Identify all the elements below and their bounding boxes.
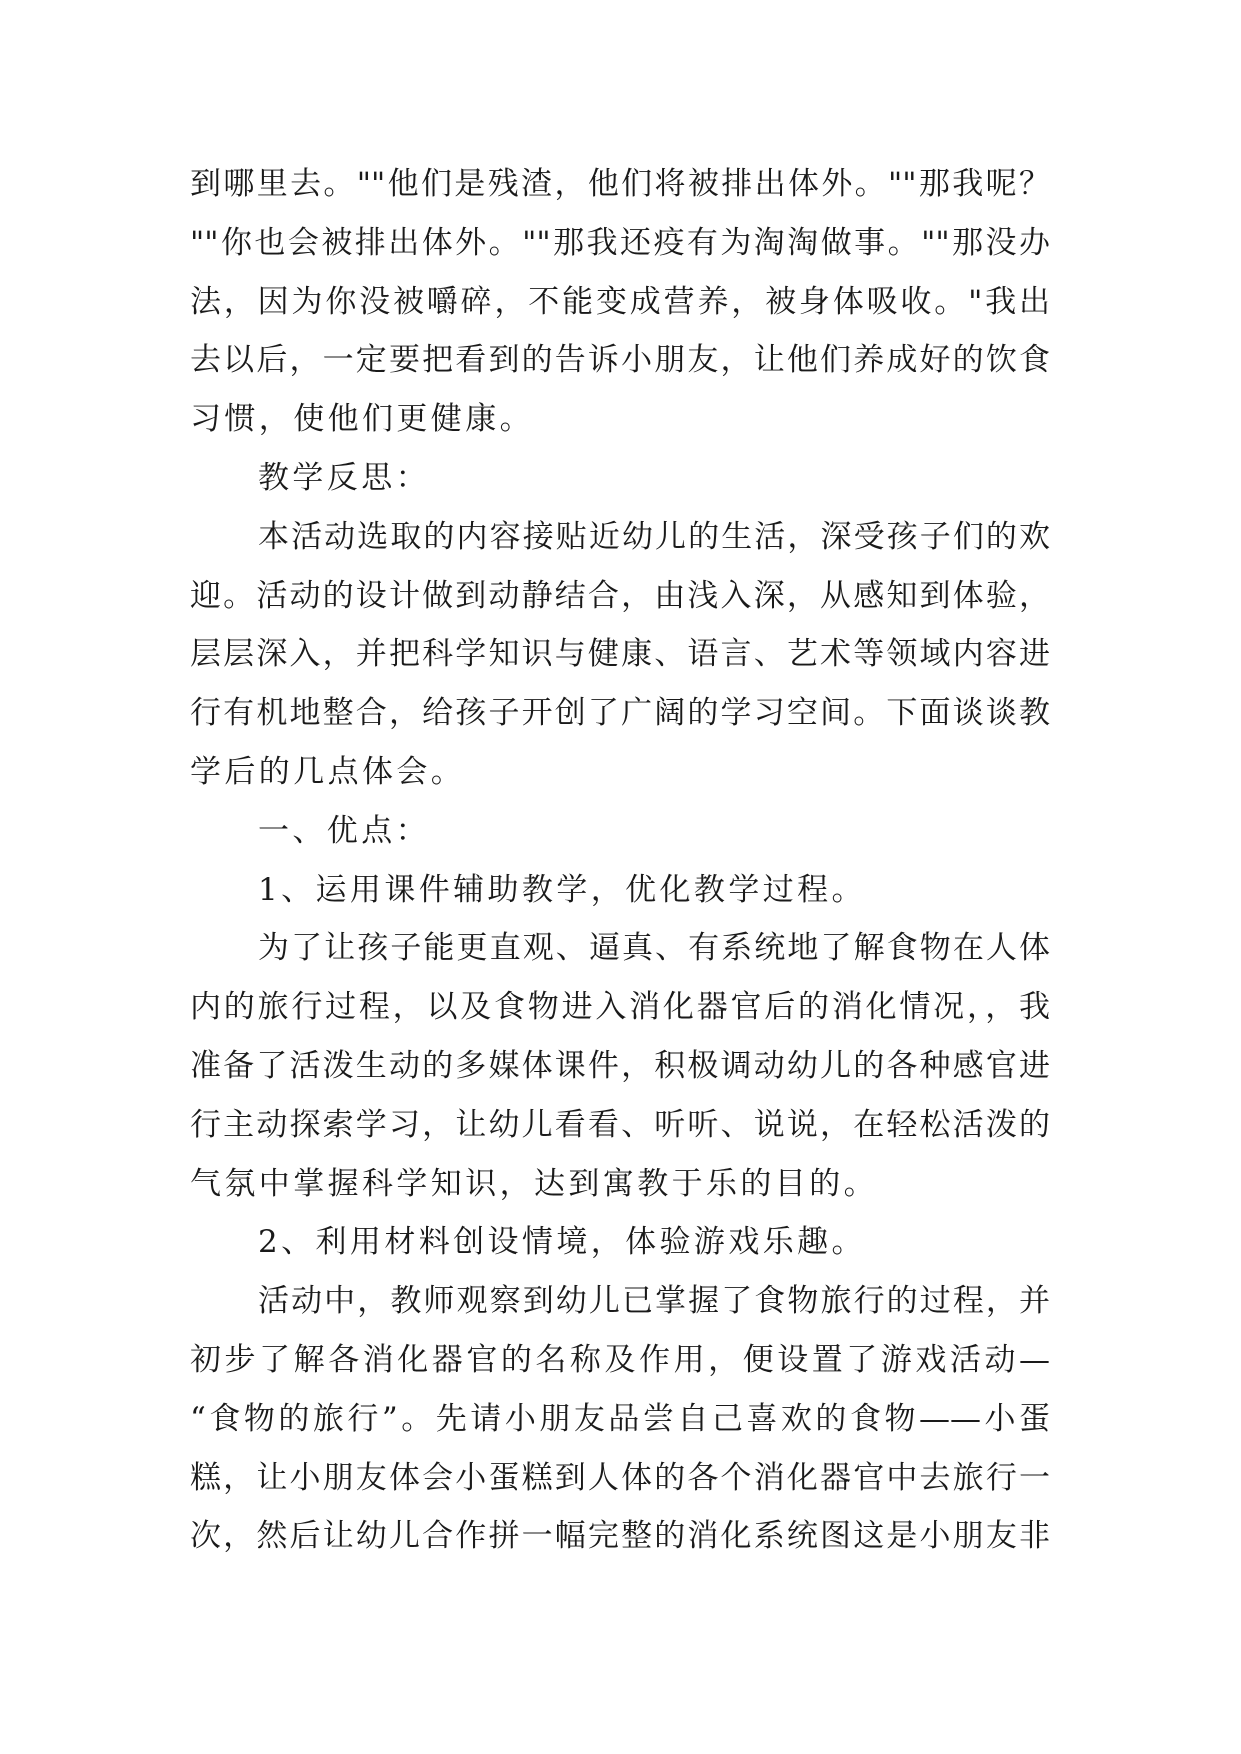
- text-line: 为了让孩子能更直观、逼真、有系统地了解食物在人体: [258, 930, 1050, 967]
- text-line: 次，然后让幼儿合作拼一幅完整的消化系统图这是小朋友非: [190, 1518, 1050, 1555]
- text-line: 糕，让小朋友体会小蛋糕到人体的各个消化器官中去旅行一: [190, 1459, 1050, 1496]
- text-line: 去以后，一定要把看到的告诉小朋友，让他们养成好的饮食: [190, 342, 1050, 379]
- section-heading: 一、优点：: [258, 812, 430, 849]
- text-line: 准备了活泼生动的多媒体课件，积极调动幼儿的各种感官进: [190, 1047, 1050, 1084]
- text-line: 内的旅行过程，以及食物进入消化器官后的消化情况，，我: [190, 989, 1050, 1026]
- text-line: 迎。活动的设计做到动静结合，由浅入深，从感知到体验，: [190, 577, 1050, 614]
- text-line: 行主动探索学习，让幼儿看看、听听、说说，在轻松活泼的: [190, 1106, 1050, 1143]
- text-line: 层层深入，并把科学知识与健康、语言、艺术等领域内容进: [190, 636, 1050, 673]
- text-line: 活动中，教师观察到幼儿已掌握了食物旅行的过程，并: [258, 1283, 1050, 1320]
- subsection-heading: 2、利用材料创设情境，体验游戏乐趣。: [258, 1224, 866, 1261]
- subsection-heading: 1、运用课件辅助教学，优化教学过程。: [258, 871, 866, 908]
- text-line: 学后的几点体会。: [190, 753, 466, 790]
- document-body: [190, 155, 1050, 1566]
- text-line: 初步了解各消化器官的名称及作用，便设置了游戏活动—: [190, 1341, 1050, 1378]
- text-line: 本活动选取的内容接贴近幼儿的生活，深受孩子们的欢: [258, 518, 1050, 555]
- text-line: 气氛中掌握科学知识，达到寓教于乐的目的。: [190, 1165, 878, 1202]
- text-line: 法，因为你没被嚼碎，不能变成营养，被身体吸收。"我出: [190, 283, 1050, 320]
- text-line: 到哪里去。""他们是残渣，他们将被排出体外。""那我呢？: [190, 166, 1050, 202]
- text-line: 行有机地整合，给孩子开创了广阔的学习空间。下面谈谈教: [190, 695, 1050, 732]
- text-line: “食物的旅行”。先请小朋友品尝自己喜欢的食物——小蛋: [190, 1400, 1050, 1437]
- section-heading: 教学反思：: [258, 459, 430, 496]
- text-line: ""你也会被排出体外。""那我还疫有为淘淘做事。""那没办: [190, 224, 1050, 261]
- text-line: 习惯，使他们更健康。: [190, 401, 534, 438]
